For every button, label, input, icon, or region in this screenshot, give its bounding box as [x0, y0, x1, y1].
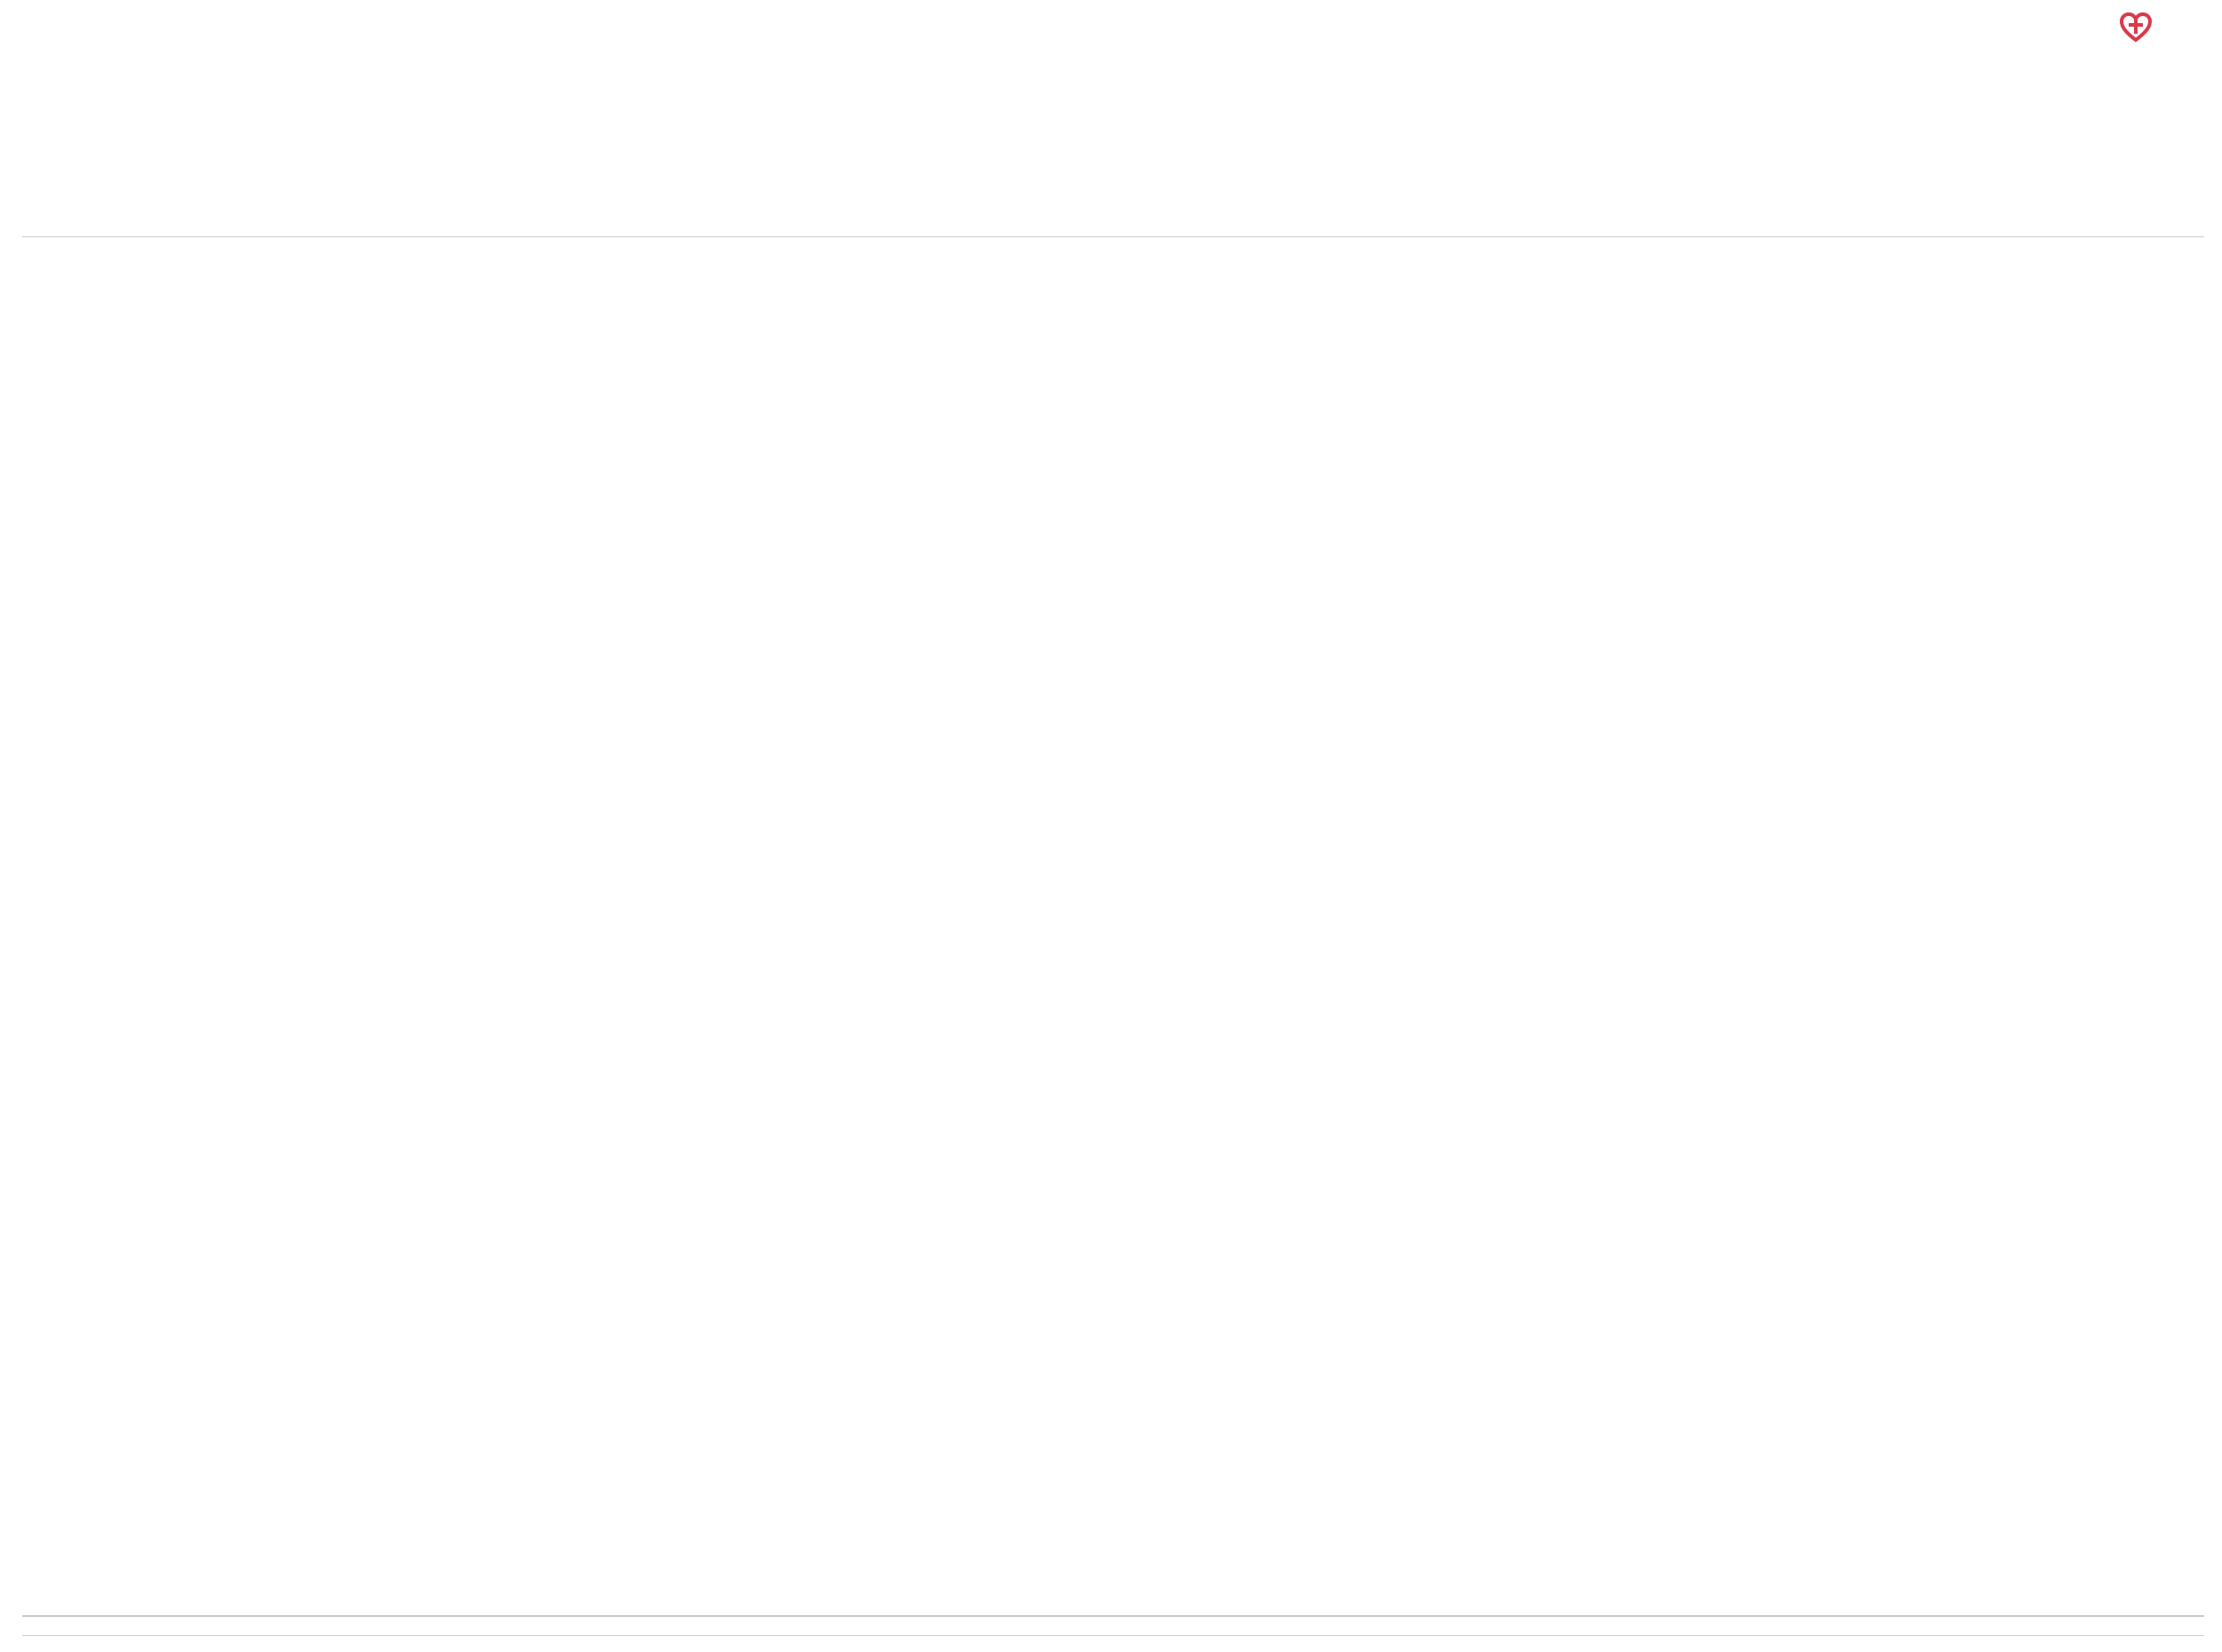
bottom-rule-2	[22, 1635, 2204, 1636]
nhr-heart-icon	[2120, 12, 2152, 43]
separator	[22, 236, 2204, 237]
nhr-logo	[2120, 12, 2155, 43]
